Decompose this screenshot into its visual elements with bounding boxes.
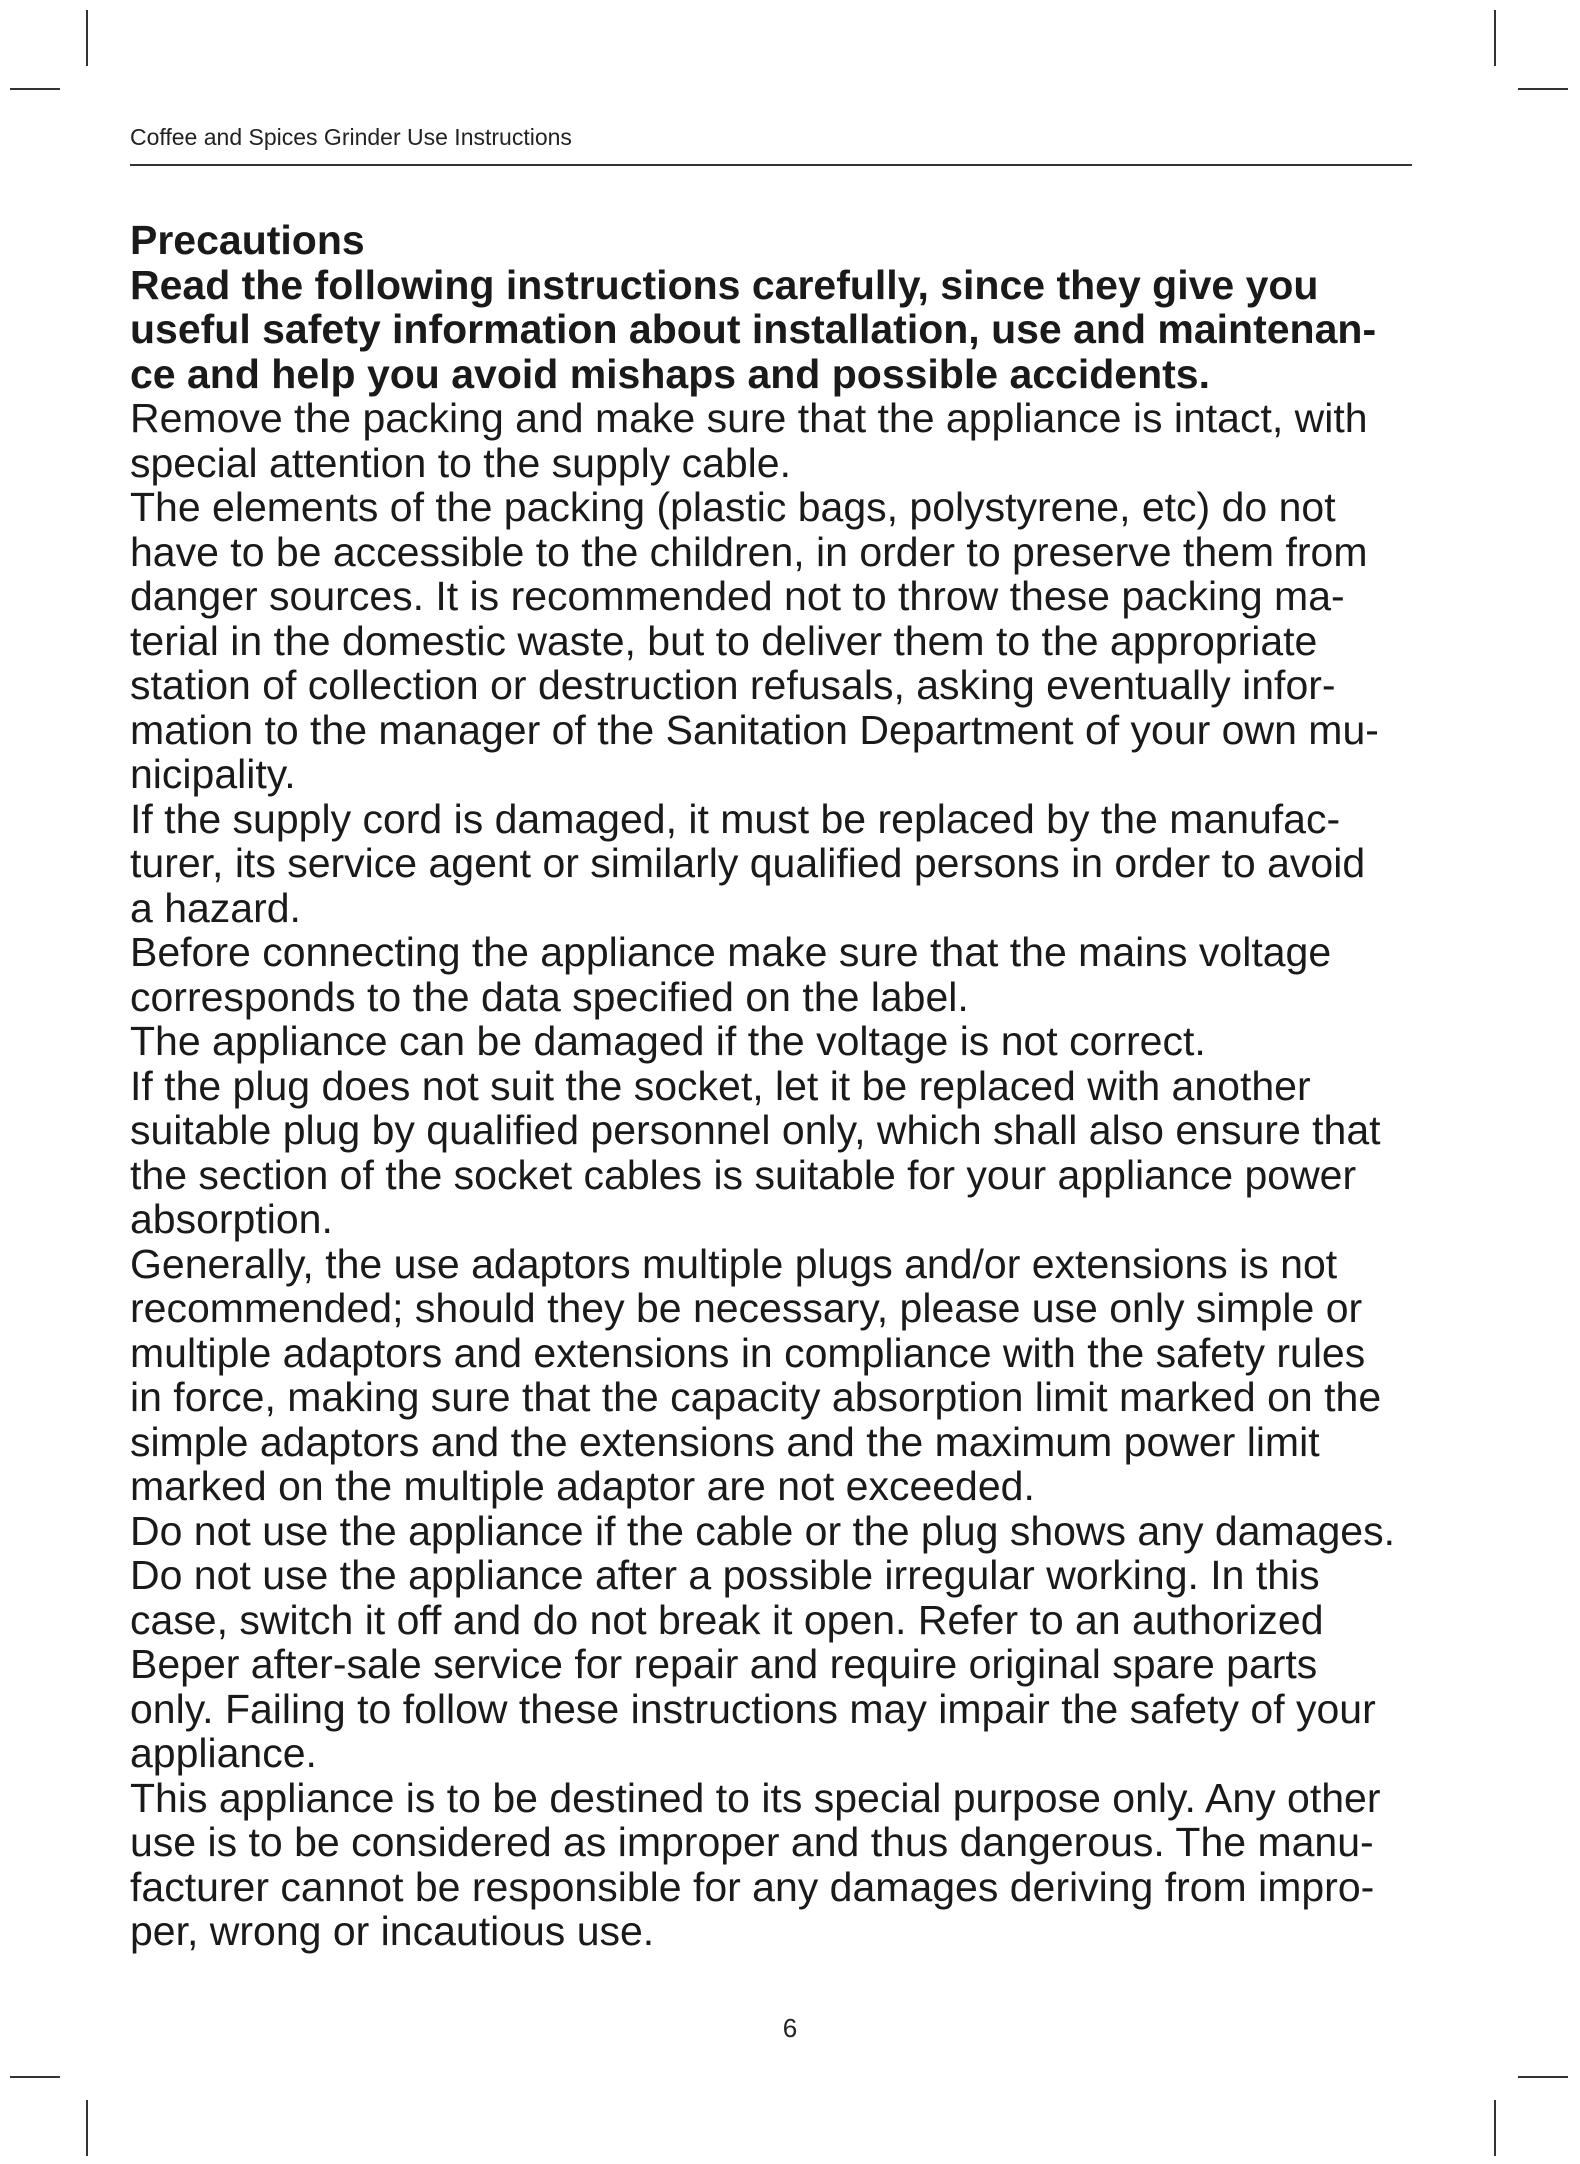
- paragraph-adaptors: Generally, the use adaptors multiple plugs and/or extensions is not recommended; should they be necessary, please use only simple or multiple adaptors and extensions in compliance with the safety rules in force, making sure that the capacity absorption limit marked on the simple adaptors and the extensions and the maximum power limit marked on the multiple adaptor are not exceeded.: [130, 1240, 1382, 1509]
- paragraph-cable-damage: Do not use the appliance if the cable or the plug shows any damages.: [130, 1507, 1395, 1554]
- crop-mark-top-left-vertical: [86, 10, 88, 66]
- running-header: Coffee and Spices Grinder Use Instructions: [130, 124, 572, 150]
- page-content: [130, 218, 1460, 1954]
- crop-mark-bottom-left-vertical: [86, 2100, 88, 2156]
- paragraph-intended-use: This appliance is to be destined to its special purpose only. Any other use is to be considered as improper and thus dangerous. The manu- facturer cannot be responsible for any damages deriving from impro- per, wrong or incautious use.: [130, 1774, 1381, 1954]
- crop-mark-top-right-vertical: [1494, 10, 1496, 66]
- paragraph-mains-voltage: Before connecting the appliance make sure that the mains voltage corresponds to the data specified on the label.: [130, 929, 1332, 1020]
- crop-mark-top-left-horizontal: [10, 88, 60, 90]
- header-rule: [130, 164, 1412, 166]
- safety-intro: Read the following instructions carefully, since they give you useful safety information about installation, use and maintenan- ce and help you avoid mishaps and possible accidents.: [130, 261, 1377, 397]
- paragraph-irregular-working: Do not use the appliance after a possible irregular working. In this case, switch it off and do not break it open. Refer to an authorized Beper after-sale service for repair and require original spare parts only. Failing to follow these instructions may impair the safety of your appliance.: [130, 1552, 1376, 1776]
- crop-mark-bottom-right-horizontal: [1518, 2076, 1568, 2078]
- crop-mark-top-right-horizontal: [1518, 88, 1568, 90]
- crop-mark-bottom-left-horizontal: [10, 2076, 60, 2078]
- paragraph-packing: Remove the packing and make sure that the appliance is intact, with special attention to the supply cable.: [130, 395, 1368, 486]
- crop-mark-bottom-right-vertical: [1494, 2100, 1496, 2156]
- paragraph-voltage-damage: The appliance can be damaged if the voltage is not correct.: [130, 1018, 1206, 1064]
- section-heading: Precautions: [130, 217, 365, 263]
- page-number: 6: [782, 2013, 798, 2043]
- paragraph-supply-cord: If the supply cord is damaged, it must be replaced by the manufac- turer, its service agent or similarly qualified persons in order to avoid a hazard.: [130, 795, 1366, 931]
- paragraph-packing-elements: The elements of the packing (plastic bags, polystyrene, etc) do not have to be accessible to the children, in order to preserve them from danger sources. It is recommended not to throw these packing ma- terial in the domestic waste, but to deliver them to the appropriate station of collection or destruction refusals, asking eventually infor- mation to the manager of the Sanitation Department of your own mu- nicipality.: [130, 484, 1379, 797]
- paragraph-plug-socket: If the plug does not suit the socket, let it be replaced with another suitable plug by qualified personnel only, which shall also ensure that the section of the socket cables is suitable for your appliance power absorption.: [130, 1062, 1381, 1242]
